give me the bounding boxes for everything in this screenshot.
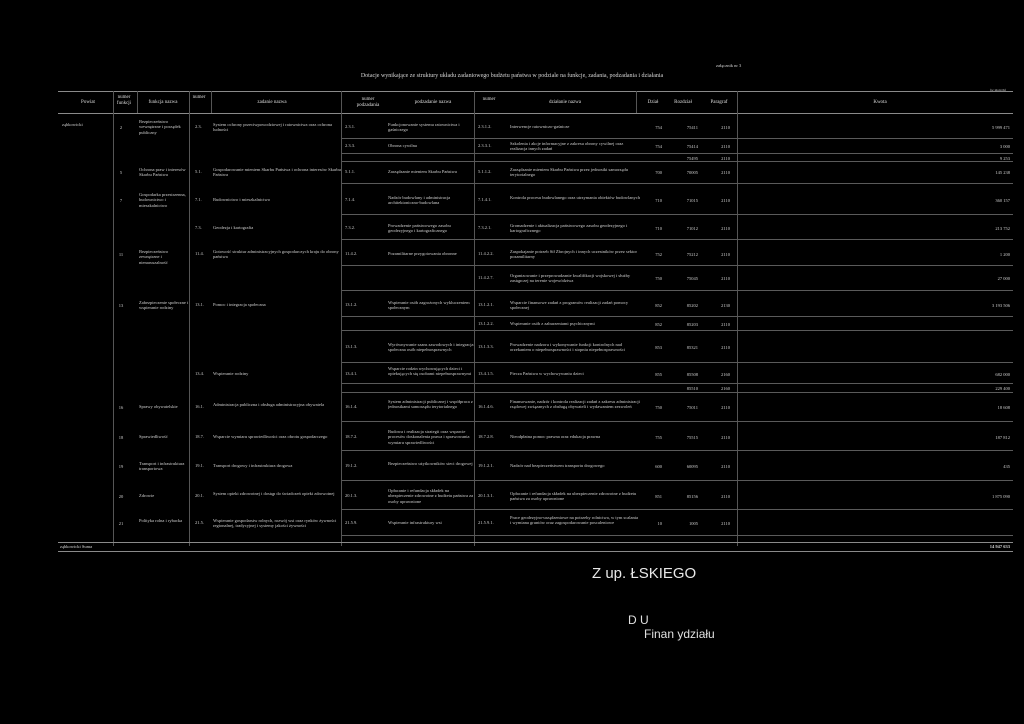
cell-dz: 852: [655, 302, 662, 308]
cell-dz: 750: [655, 275, 662, 281]
cell-p: Nadzór budowlany i administracja architektoniczno-budowlana: [388, 194, 451, 205]
cell-f: Sprawy obywatelskie: [139, 404, 178, 410]
cell-roz: 75212: [686, 251, 698, 257]
cell-nf: 13: [118, 302, 124, 308]
cell-p: Budowa i realizacja strategii oraz wsparcie procesów doskonalenia prawa i sprawowania wymiaru sprawiedliwości: [388, 428, 470, 445]
cell-z: Budownictwo i mieszkalnictwo: [213, 197, 270, 203]
cell-p: Bezpieczeństwo użytkowników sieci drogowej: [388, 460, 473, 466]
cell-nz: 7.3.: [195, 225, 202, 231]
cell-dz: 752: [655, 251, 662, 257]
cell-np: 18.7.2.: [345, 434, 358, 440]
powiat-name: ząbkowicki: [62, 122, 83, 127]
row-rule: [342, 509, 1013, 510]
cell-k: 1 875 090: [992, 493, 1010, 499]
cell-nf: 19: [118, 463, 124, 469]
cell-nz: 2.3.: [195, 124, 202, 130]
cell-dz: 600: [655, 463, 662, 469]
cell-p: Funkcjonowanie systemu ratownictwa i gaśniczego: [388, 121, 460, 132]
cell-p: Wyrównywanie szans zawodowych i integracja społeczna osób niepełnosprawnych: [388, 341, 474, 352]
cell-np: 2.3.1.: [345, 124, 356, 130]
cell-d: Nadzór nad bezpieczeństwem transportu drogowego: [510, 463, 605, 469]
row-rule: [342, 214, 1013, 215]
cell-k: 9 253: [999, 155, 1010, 161]
cell-k: 5 999 471: [992, 124, 1010, 130]
cell-roz: 85508: [686, 371, 698, 377]
cell-d: Wspieranie osób z zaburzeniami psychicznymi: [510, 321, 595, 327]
cell-f: Sprawiedliwość: [139, 434, 168, 440]
cell-f: Zdrowie: [139, 493, 155, 499]
cell-p: Wsparcie rodzin wychowujących dzieci i opiekujących się osobami niepełnosprawnymi: [388, 365, 472, 377]
cell-par: 2130: [721, 302, 730, 308]
cell-k: 187 812: [995, 434, 1010, 440]
cell-d: Kontrola procesu budowlanego oraz utrzymania obiektów budowlanych: [510, 194, 640, 200]
row-rule: [342, 265, 1013, 266]
cell-f: Bezpieczeństwo wewnętrzne i porządek publiczny: [139, 118, 181, 135]
cell-nz: 7.1.: [195, 197, 202, 203]
cell-d: Szkolenia i akcje informacyjne z zakresu obrony cywilnej oraz realizacja innych zadań: [510, 140, 624, 151]
header-task-name: zadanie nazwa: [257, 100, 287, 105]
cell-roz: 71012: [686, 225, 698, 231]
cell-roz: 85510: [686, 385, 698, 391]
column-divider: [137, 91, 138, 113]
cell-k: 3 193 506: [992, 302, 1010, 308]
column-divider: [211, 91, 212, 113]
column-divider: [189, 91, 190, 546]
cell-nd: 19.1.2.1.: [478, 463, 494, 469]
cell-roz: 85156: [686, 493, 698, 499]
cell-z: Gospodarowanie mieniem Skarbu Państwa i ochrona interesów Skarbu Państwa: [213, 166, 341, 177]
cell-d: Prowadzenie nadzoru i wykonywanie funkcji kontrolnych nad orzekaniem o niepełnosprawności i stopniu niepełnosprawności: [510, 341, 625, 352]
cell-dz: 852: [655, 321, 662, 327]
cell-nf: 2: [119, 124, 123, 130]
cell-nz: 13.1.: [195, 302, 204, 308]
cell-par: 2110: [721, 124, 730, 130]
annex-label: załącznik nr 3: [716, 63, 742, 68]
cell-nf: 11: [118, 251, 124, 257]
cell-k: 229 400: [995, 385, 1010, 391]
cell-dz: 853: [655, 344, 662, 350]
cell-k: 27 000: [997, 275, 1010, 281]
cell-z: Wspieranie rodziny: [213, 371, 249, 377]
column-divider: [474, 91, 475, 546]
cell-k: 435: [1003, 463, 1010, 469]
table-top-rule: [58, 91, 1013, 92]
cell-nd: 7.3.2.1.: [478, 225, 492, 231]
cell-z: Gotowość struktur administracyjnych gospodarczych kraju do obrony państwa: [213, 248, 339, 259]
cell-roz: 1005: [689, 520, 698, 526]
row-rule: [342, 480, 1013, 481]
cell-nd: 21.5.9.1.: [478, 520, 494, 526]
row-rule: [342, 316, 1013, 317]
cell-roz: 70005: [686, 169, 698, 175]
cell-p: System administracji publicznej i współpraca z jednostkami samorządu terytorialnego: [388, 398, 473, 410]
cell-d: Finansowanie, nadzór i kontrola realizacji zadań z zakresu administracji rządowej związanych z obsługą obywateli i wydawaniem zezwoleń: [510, 398, 640, 410]
cell-np: 11.4.2.: [345, 251, 358, 257]
cell-d: Opłacanie i refundacja składek na ubezpieczenie zdrowotne z budżetu państwa za osoby uprawnione: [510, 490, 637, 501]
cell-par: 2110: [721, 251, 730, 257]
cell-np: 2.3.3.: [345, 143, 356, 149]
header-amount: Kwota: [873, 100, 887, 105]
stamp-line-2: D U: [628, 613, 649, 627]
cell-dz: 10: [657, 520, 662, 526]
cell-f: Transport i infrastruktura transportowa: [139, 460, 185, 471]
cell-p: Wspieranie osób zagrożonych wykluczeniem społecznym: [388, 299, 470, 310]
cell-roz: 75414: [686, 143, 698, 149]
column-divider: [737, 91, 738, 546]
header-task-number: numer: [192, 95, 206, 100]
cell-k: 3 000: [999, 143, 1010, 149]
cell-f: Gospodarka przestrzenna, budownictwo i mieszkalnictwo: [139, 191, 186, 208]
cell-p: Wspieranie infrastruktury wsi: [388, 520, 442, 526]
header-powiat: Powiat: [81, 100, 95, 105]
total-bottom-rule: [58, 551, 1013, 552]
cell-f: Bezpieczeństwo zewnętrzne i nienaruszalność: [139, 248, 169, 265]
cell-par: 2110: [721, 404, 730, 410]
cell-d: Nieodpłatna pomoc prawna oraz edukacja prawna: [510, 434, 601, 440]
stamp-line-1: Z up. ŁSKIEGO: [592, 565, 697, 582]
cell-f: Ochrona praw i interesów Skarbu Państwa: [139, 166, 186, 177]
cell-roz: 75045: [686, 275, 698, 281]
cell-nd: 11.4.2.2.: [478, 251, 494, 257]
total-rule: [58, 542, 1013, 543]
header-subtask-name: podzadanie nazwa: [414, 100, 452, 105]
cell-dz: 710: [655, 197, 662, 203]
column-divider: [113, 91, 114, 546]
header-paragraph: Paragraf: [710, 100, 728, 105]
column-divider: [636, 91, 637, 113]
cell-nz: 13.4.: [195, 371, 204, 377]
cell-np: 13.4.1.: [345, 371, 358, 377]
cell-par: 2110: [721, 463, 730, 469]
row-rule: [342, 290, 1013, 291]
cell-np: 19.1.2.: [345, 463, 358, 469]
cell-dz: 754: [655, 124, 662, 130]
cell-nd: 2.3.1.2.: [478, 124, 492, 130]
cell-z: System opieki zdrowotnej i dostęp do świadczeń opieki zdrowotnej: [213, 490, 335, 496]
cell-par: 2160: [721, 371, 730, 377]
cell-k: 213 752: [995, 225, 1010, 231]
cell-p: Zarządzanie mieniem Skarbu Państwa: [388, 169, 457, 175]
cell-nd: 13.1.2.1.: [478, 302, 494, 308]
cell-d: Piecza Państwa w wychowywaniu dzieci: [510, 371, 584, 377]
cell-nz: 5.1.: [195, 169, 202, 175]
cell-k: 145 238: [995, 169, 1010, 175]
cell-roz: 75411: [686, 124, 698, 130]
row-rule: [342, 239, 1013, 240]
column-divider: [341, 91, 342, 546]
cell-d: Zaspokajanie potrzeb Sił Zbrojnych i innych uczestników przez sektor pozamilitarny: [510, 248, 637, 259]
cell-p: Pozamilitarne przygotowania obronne: [388, 251, 457, 257]
header-action-name: działanie nazwa: [548, 100, 582, 105]
cell-nz: 18.7.: [195, 434, 204, 440]
cell-z: Wspieranie gospodarstw rolnych, rozwój wsi oraz rynków żywności regionalnej, tradycyjnej i systemy jakości żywności: [213, 517, 337, 528]
cell-z: Geodezja i kartografia: [213, 225, 254, 231]
total-label: ząbkowicki Suma: [60, 544, 93, 549]
cell-p: Obrona cywilna: [388, 143, 417, 149]
cell-dz: 700: [655, 169, 662, 175]
cell-d: Interwencje ratowniczo-gaśnicze: [510, 124, 570, 130]
cell-np: 7.1.4.: [345, 197, 356, 203]
cell-par: 2110: [721, 197, 730, 203]
cell-np: 7.3.2.: [345, 225, 356, 231]
cell-nf: 21: [118, 520, 124, 526]
cell-dz: 755: [655, 434, 662, 440]
cell-nf: 18: [118, 434, 124, 440]
table-header-rule: [58, 113, 1013, 114]
unit-label: (w złotych): [990, 88, 1007, 92]
row-rule: [342, 153, 1013, 154]
cell-dz: 754: [655, 143, 662, 149]
cell-k: 682 000: [995, 371, 1010, 377]
cell-nd: 20.1.3.1.: [478, 493, 494, 499]
cell-np: 5.1.1.: [345, 169, 356, 175]
header-action-number: numer: [482, 97, 496, 102]
cell-dz: 851: [655, 493, 662, 499]
cell-np: 21.5.9.: [345, 520, 358, 526]
cell-par: 2110: [721, 143, 730, 149]
header-function-name: funkcja nazwa: [148, 100, 178, 105]
cell-z: Pomoc i integracja społeczna: [213, 302, 266, 308]
cell-nd: 16.1.4.6.: [478, 404, 494, 410]
cell-par: 2110: [721, 225, 730, 231]
cell-roz: 75011: [686, 404, 698, 410]
cell-nz: 16.1.: [195, 404, 204, 410]
cell-nd: 5.1.1.2.: [478, 169, 492, 175]
row-rule: [342, 362, 1013, 363]
cell-d: Zarządzanie mieniem Skarbu Państwa przez jednostki samorządu terytorialnego: [510, 166, 628, 177]
cell-nf: 20: [118, 493, 124, 499]
cell-d: Wsparcie finansowe zadań z programów realizacji zadań pomocy społecznej: [510, 299, 629, 310]
cell-d: Gromadzenie i aktualizacja państwowego zasobu geodezyjnego i kartograficznego: [510, 222, 628, 233]
cell-roz: 60095: [686, 463, 698, 469]
cell-nz: 21.5.: [195, 520, 204, 526]
cell-z: Transport drogowy i infrastruktura drogowa: [213, 463, 293, 469]
row-rule: [342, 450, 1013, 451]
row-rule: [342, 421, 1013, 422]
cell-k: 360 157: [995, 197, 1010, 203]
cell-roz: 71015: [686, 197, 698, 203]
cell-np: 16.1.4.: [345, 404, 358, 410]
cell-d: Organizowanie i przeprowadzanie kwalifikacji wojskowej i służby zastępczej na terenie województwa: [510, 272, 631, 283]
stamp-line-3: Finan ydziału: [644, 627, 715, 641]
cell-nf: 7: [119, 197, 123, 203]
cell-roz: 85202: [686, 302, 698, 308]
cell-nf: 16: [118, 404, 124, 410]
cell-np: 13.1.2.: [345, 302, 358, 308]
cell-d: Prace geodezyjno-urządzeniowe na potrzeby rolnictwa, w tym scalania i wymiana gruntów oraz zagospodarowanie poscaleniowe: [510, 514, 638, 526]
cell-nz: 11.4.: [195, 251, 204, 257]
cell-dz: 855: [655, 371, 662, 377]
cell-par: 2110: [721, 321, 730, 327]
cell-par: 2110: [721, 520, 730, 526]
document-title: Dotacje wynikające ze struktury układu zadaniowego budżetu państwa w podziale na funkcje, zadania, podzadania i działania: [360, 73, 664, 79]
cell-par: 2110: [721, 275, 730, 281]
cell-dz: 710: [655, 225, 662, 231]
cell-par: 2110: [721, 493, 730, 499]
cell-nd: 13.1.3.3.: [478, 344, 494, 350]
cell-f: Zabezpieczenie społeczne i wspieranie rodziny: [139, 299, 189, 310]
cell-np: 20.1.3.: [345, 493, 358, 499]
row-rule: [342, 138, 1013, 139]
header-subtask-number: numer podzadania: [356, 97, 380, 108]
cell-par: 2110: [721, 344, 730, 350]
cell-roz: 85321: [686, 344, 698, 350]
cell-z: Wsparcie wymiaru sprawiedliwości oraz obrotu gospodarczego: [213, 434, 328, 440]
row-rule: [342, 183, 1013, 184]
cell-roz: 75515: [686, 434, 698, 440]
row-rule: [342, 161, 1013, 162]
row-rule: [342, 535, 1013, 536]
cell-nz: 20.1.: [195, 493, 204, 499]
cell-z: Administracja publiczna i obsługa administracyjna obywatela: [213, 401, 325, 407]
cell-nd: 7.1.4.1.: [478, 197, 492, 203]
cell-roz: 85203: [686, 321, 698, 327]
cell-z: System ochrony przeciwpowodziowej i ratownictwa oraz ochrona ludności: [213, 121, 332, 132]
cell-dz: 750: [655, 404, 662, 410]
row-rule: [342, 392, 1013, 393]
cell-nd: 11.4.2.7.: [478, 275, 494, 281]
cell-f: Polityka rolna i rybacka: [139, 517, 183, 523]
cell-nd: 2.3.3.1.: [478, 143, 492, 149]
cell-p: Opłacanie i refundacja składek na ubezpieczenie zdrowotne z budżetu państwa za osoby uprawnione: [388, 487, 474, 504]
header-function-number: numer funkcji: [116, 95, 132, 106]
cell-par: 2110: [721, 169, 730, 175]
cell-par: 2110: [721, 434, 730, 440]
cell-par: 2160: [721, 385, 730, 391]
cell-np: 13.1.3.: [345, 344, 358, 350]
cell-roz: 75495: [686, 155, 698, 161]
row-rule: [342, 383, 1013, 384]
cell-p: Prowadzenie państwowego zasobu geodezyjnego i kartograficznego: [388, 222, 451, 233]
cell-nd: 13.1.2.2.: [478, 321, 494, 327]
header-division: Dział: [647, 100, 659, 105]
total-amount: 14 947 633: [989, 544, 1010, 549]
cell-nf: 5: [119, 169, 123, 175]
cell-nd: 13.4.1.5.: [478, 371, 494, 377]
cell-k: 1 200: [999, 251, 1010, 257]
cell-nd: 18.7.2.8.: [478, 434, 494, 440]
header-chapter: Rozdział: [674, 100, 692, 105]
row-rule: [342, 330, 1013, 331]
cell-k: 18 608: [997, 404, 1010, 410]
cell-par: 2110: [721, 155, 730, 161]
cell-nz: 19.1.: [195, 463, 204, 469]
